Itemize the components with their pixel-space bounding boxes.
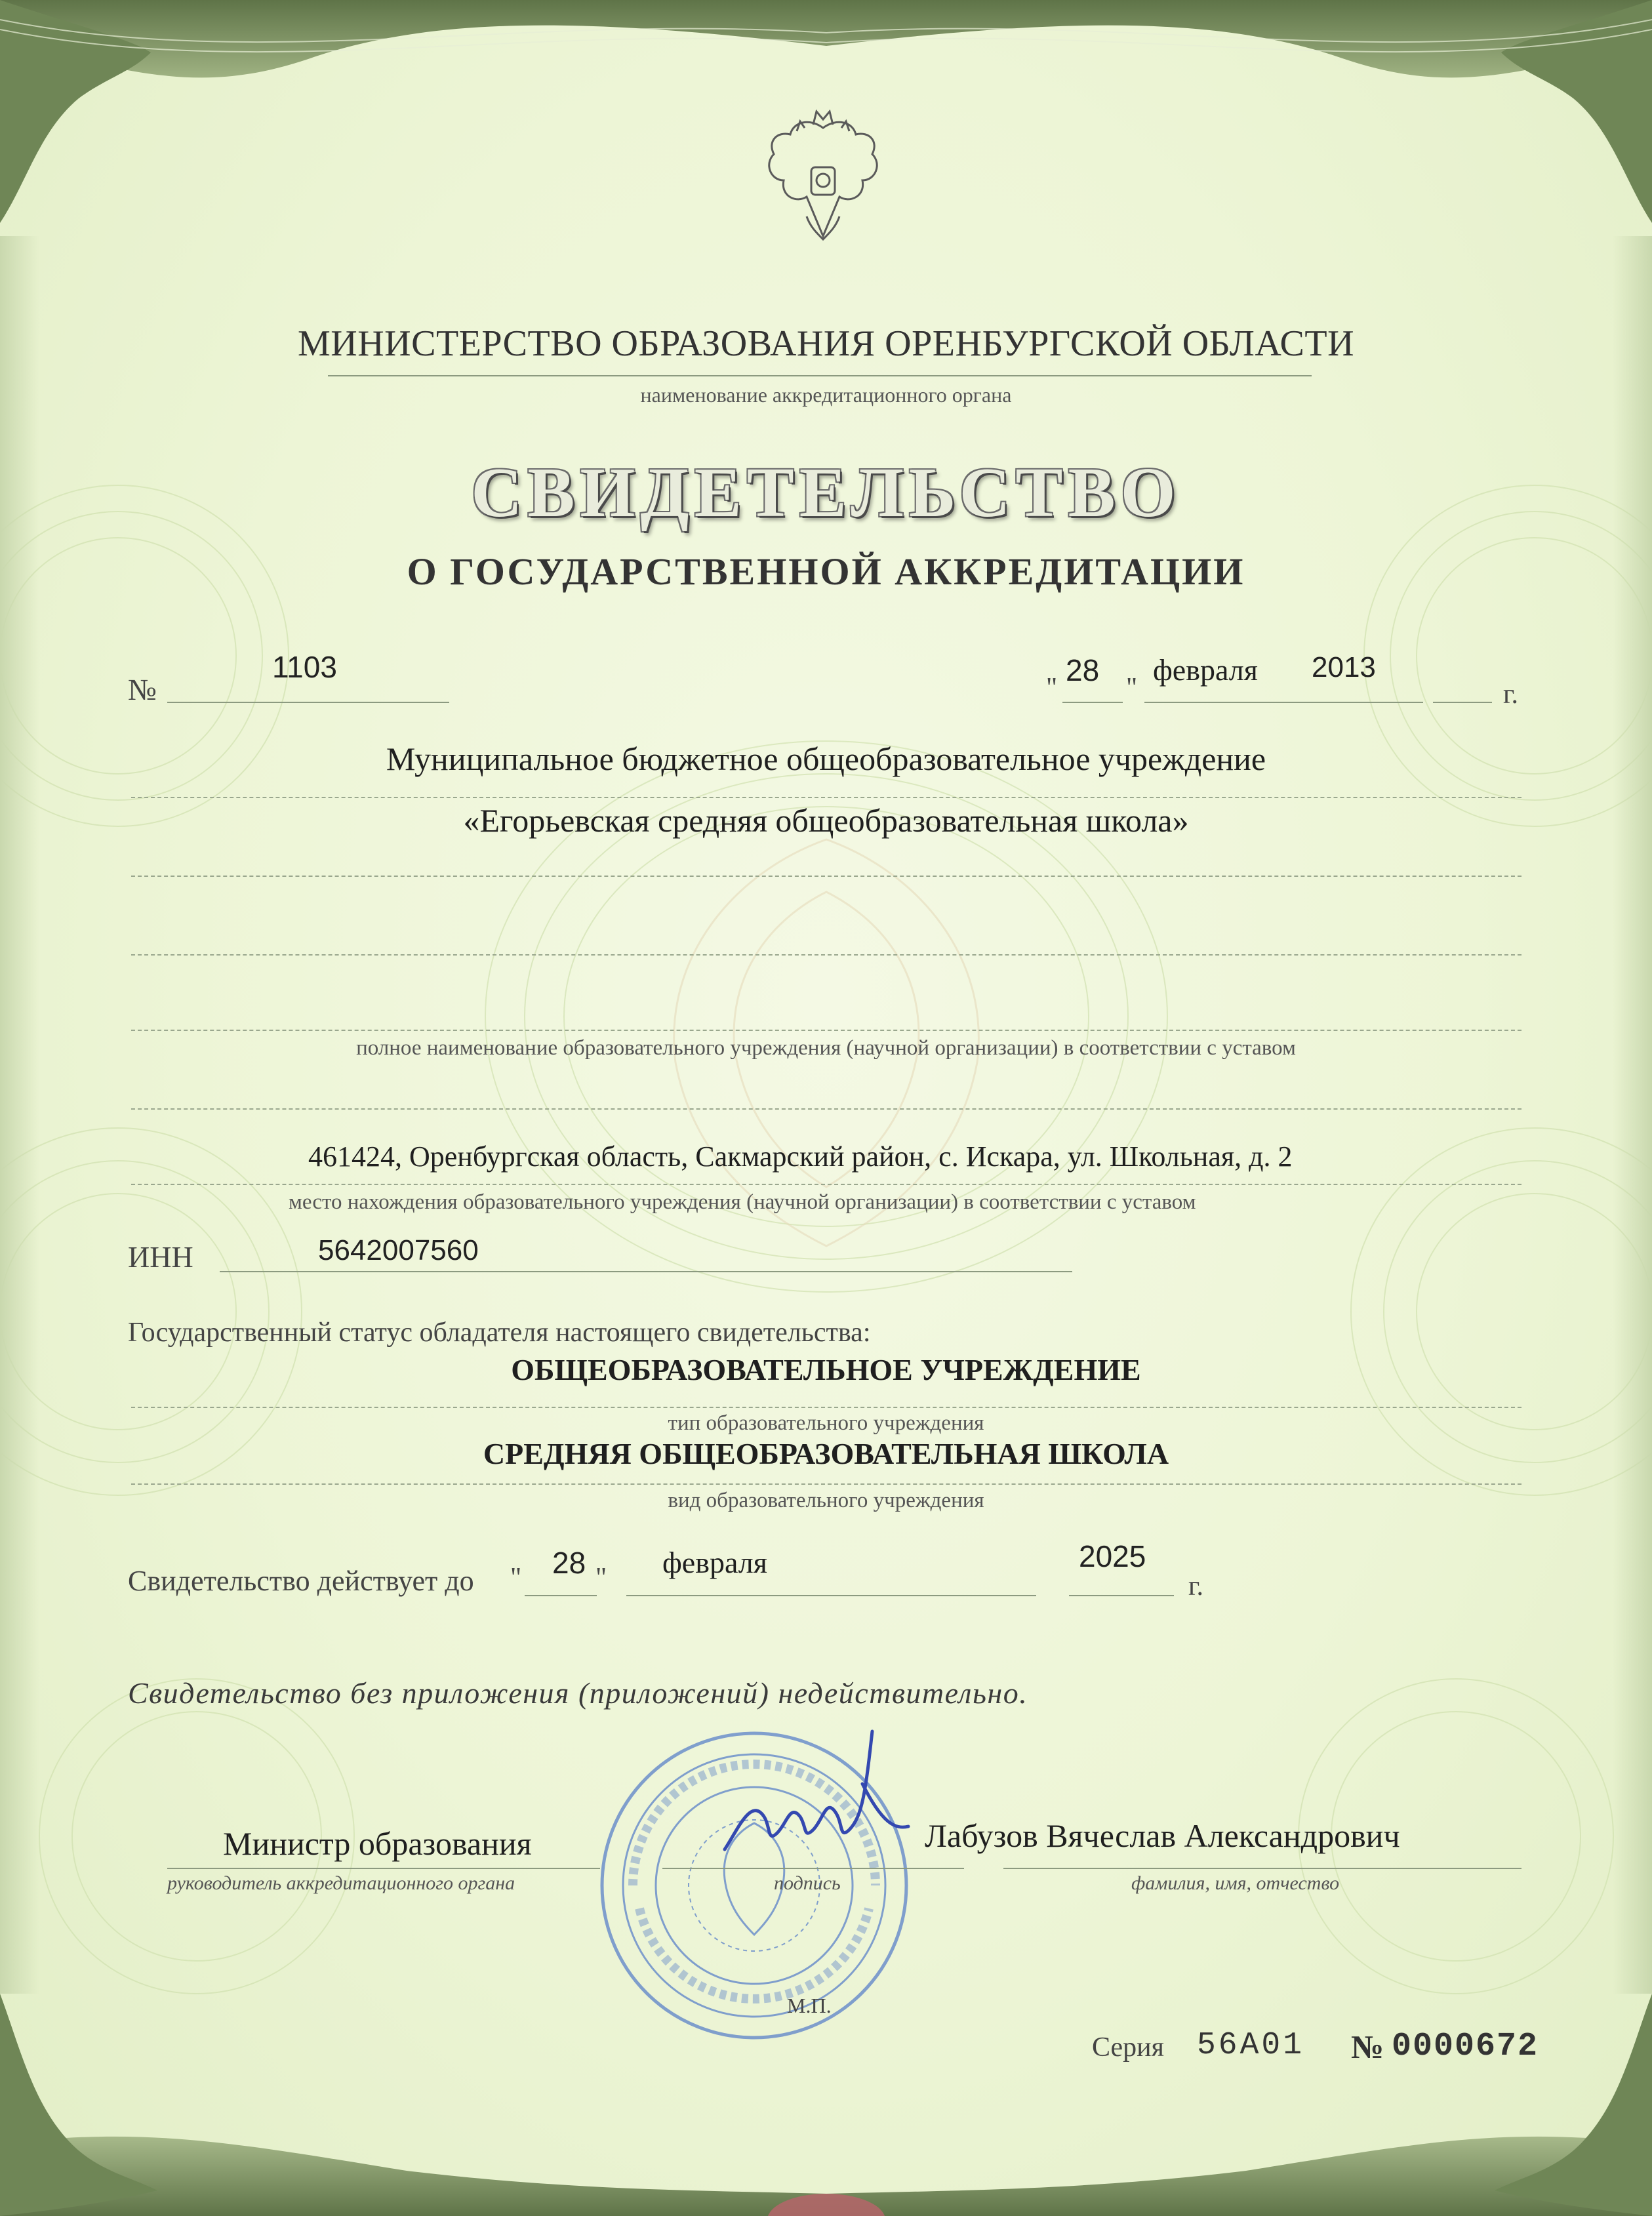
signatory-position: Министр образования xyxy=(223,1825,532,1862)
address-value: 461424, Оренбургская область, Сакмарский район, с. Искара, ул. Школьная, д. 2 xyxy=(308,1140,1293,1173)
serial-label: Серия xyxy=(1092,2032,1164,2063)
number-underline xyxy=(167,702,449,703)
valid-day: 28 xyxy=(552,1546,586,1580)
org-line-4 xyxy=(131,1030,1521,1031)
issue-day-underline xyxy=(1062,702,1123,703)
status-type-value: ОБЩЕОБРАЗОВАТЕЛЬНОЕ УЧРЕЖДЕНИЕ xyxy=(511,1353,1141,1386)
status-label: Государственный статус обладателя настоящего свидетельства: xyxy=(128,1318,871,1348)
serial-series: 56А01 xyxy=(1197,2028,1305,2063)
issue-day: 28 xyxy=(1066,653,1100,687)
issuing-body-underline xyxy=(328,375,1312,376)
status-type-line xyxy=(131,1407,1521,1408)
signatory-position-caption: руководитель аккредитационного органа xyxy=(167,1872,515,1894)
organization-name-line1: Муниципальное бюджетное общеобразовательное учреждение xyxy=(386,740,1266,777)
address-caption: место нахождения образовательного учреждения (научной организации) в соответствии с уставом xyxy=(289,1190,1196,1214)
handwritten-signature xyxy=(712,1718,921,1869)
number-label: № xyxy=(128,673,157,706)
inn-underline xyxy=(220,1271,1072,1272)
status-kind-caption: вид образовательного учреждения xyxy=(668,1489,984,1512)
inn-value: 5642007560 xyxy=(318,1234,479,1266)
document-subtitle: О ГОСУДАРСТВЕННОЙ АККРЕДИТАЦИИ xyxy=(407,550,1245,593)
certificate-number: 1103 xyxy=(272,650,337,684)
issue-close-quote: " xyxy=(1126,673,1138,703)
address-line xyxy=(131,1184,1521,1185)
serial-number: 0000672 xyxy=(1392,2028,1539,2065)
issue-year-suffix: г. xyxy=(1503,679,1518,710)
signatory-name-underline xyxy=(1003,1868,1521,1869)
signatory-name-caption: фамилия, имя, отчество xyxy=(1131,1872,1340,1894)
issue-month-underline xyxy=(1144,702,1423,703)
status-kind-line xyxy=(131,1483,1521,1485)
issue-year-underline xyxy=(1433,702,1492,703)
valid-until-label: Свидетельство действует до xyxy=(128,1565,474,1597)
valid-open-quote: " xyxy=(510,1563,522,1593)
org-line-3 xyxy=(131,954,1521,956)
valid-day-underline xyxy=(525,1595,597,1596)
org-line-5 xyxy=(131,1108,1521,1110)
organization-name-line2: «Егорьевская средняя общеобразовательная школа» xyxy=(463,802,1189,839)
state-emblem-icon xyxy=(757,105,889,256)
issue-month: февраля xyxy=(1153,653,1258,687)
issue-open-quote: " xyxy=(1046,673,1058,703)
inn-label: ИНН xyxy=(128,1240,193,1274)
signatory-position-underline xyxy=(167,1868,600,1869)
valid-year-suffix: г. xyxy=(1188,1571,1203,1602)
issue-year: 2013 xyxy=(1312,651,1376,683)
signature-caption: подпись xyxy=(774,1872,841,1894)
valid-close-quote: " xyxy=(595,1563,607,1593)
valid-year: 2025 xyxy=(1079,1539,1146,1573)
document-title: СВИДЕТЕЛЬСТВО xyxy=(471,454,1181,532)
org-line-2 xyxy=(131,876,1521,877)
org-line-1 xyxy=(131,797,1521,798)
valid-month: февраля xyxy=(662,1546,767,1579)
status-kind-value: СРЕДНЯЯ ОБЩЕОБРАЗОВАТЕЛЬНАЯ ШКОЛА xyxy=(483,1437,1169,1470)
status-type-caption: тип образовательного учреждения xyxy=(668,1411,984,1435)
serial-number-label: № xyxy=(1351,2028,1384,2065)
valid-year-underline xyxy=(1069,1595,1174,1596)
appendix-note: Свидетельство без приложения (приложений) недействительно. xyxy=(128,1676,1028,1710)
organization-name-caption: полное наименование образовательного учреждения (научной организации) в соответствии с уставом xyxy=(356,1036,1296,1060)
issuing-body-caption: наименование аккредитационного органа xyxy=(640,383,1012,407)
valid-month-underline xyxy=(626,1595,1036,1596)
issuing-body: МИНИСТЕРСТВО ОБРАЗОВАНИЯ ОРЕНБУРГСКОЙ ОБЛАСТИ xyxy=(297,323,1355,364)
signature-underline xyxy=(662,1868,964,1869)
signatory-name: Лабузов Вячеслав Александрович xyxy=(925,1817,1400,1854)
seal-caption: М.П. xyxy=(787,1994,832,2017)
